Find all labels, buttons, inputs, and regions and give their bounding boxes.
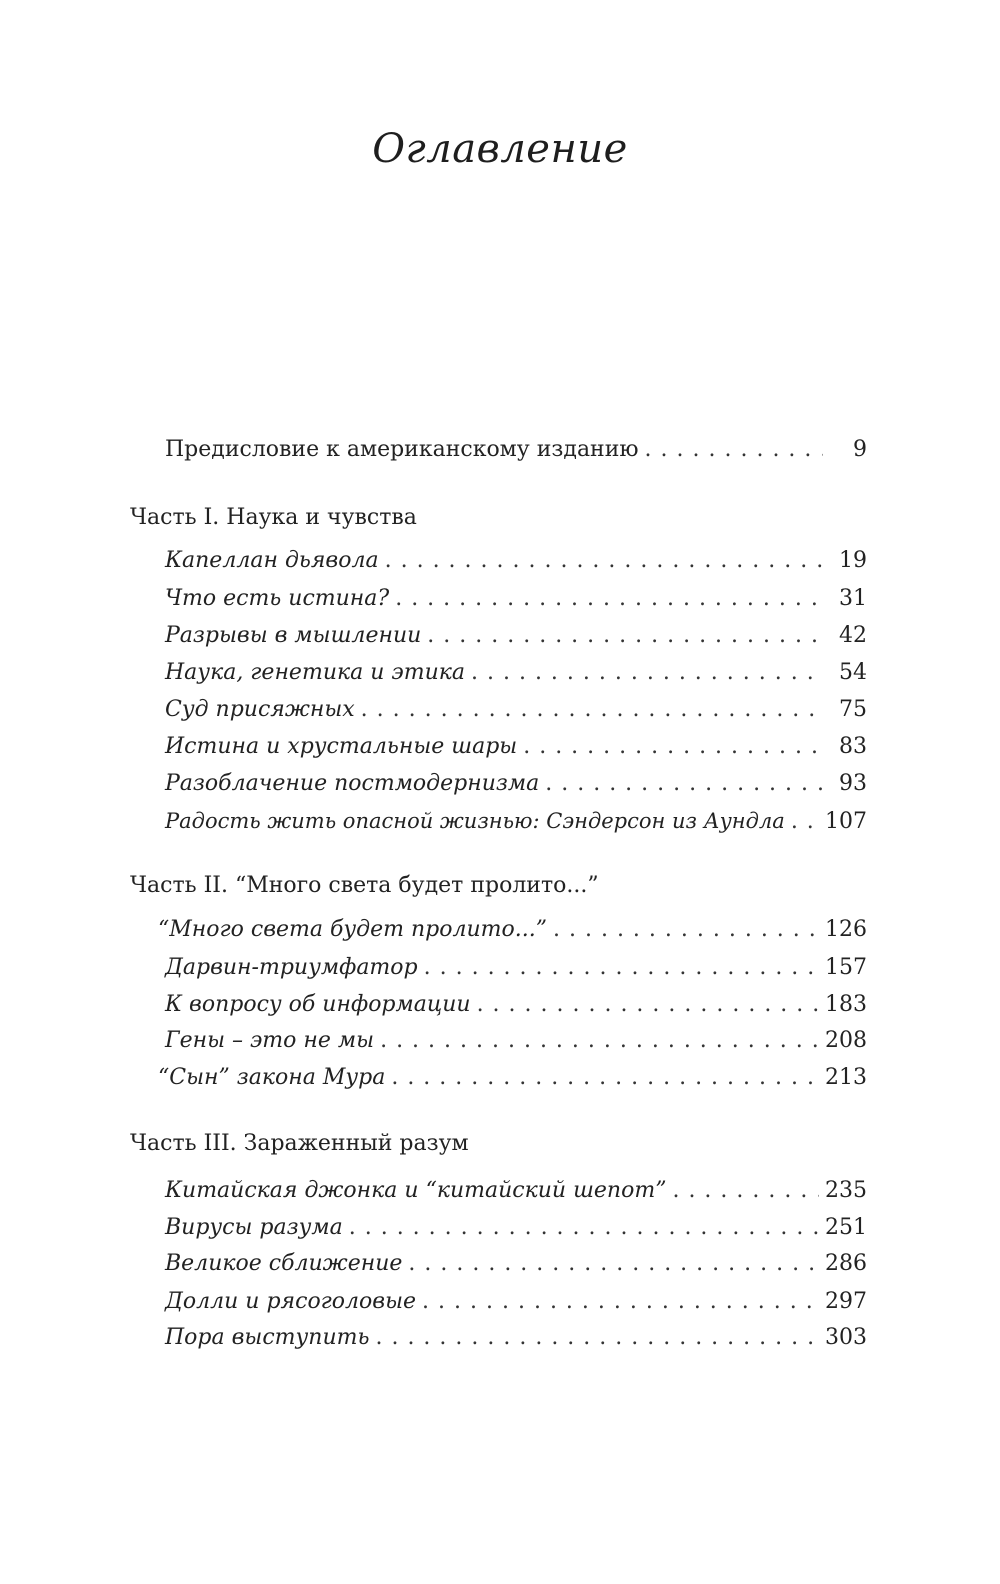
toc-entry-page: 297 <box>825 1289 867 1314</box>
toc-entry[interactable] <box>158 914 867 946</box>
dot-leader <box>545 768 823 800</box>
dot-leader <box>408 1248 819 1280</box>
toc-entry-label: Радость жить опасной жизнью: Сэндерсон из Аундла <box>165 809 785 833</box>
toc-entry-label: Что есть истина? <box>165 586 390 611</box>
toc-entry-page: 251 <box>825 1215 867 1240</box>
toc-entry[interactable] <box>165 1248 867 1280</box>
toc-entry-label: Наука, генетика и этика <box>165 660 465 685</box>
dot-leader <box>427 620 823 652</box>
toc-entry-page: 107 <box>825 809 867 834</box>
toc-entry[interactable] <box>165 1286 867 1318</box>
toc-entry-label: Суд присяжных <box>165 697 355 722</box>
toc-entry[interactable] <box>165 768 867 800</box>
toc-entry-label: “Много света будет пролито...” <box>158 917 547 942</box>
dot-leader <box>477 989 819 1021</box>
toc-entry[interactable] <box>165 731 867 763</box>
toc-entry[interactable] <box>165 694 867 726</box>
dot-leader <box>791 806 819 838</box>
toc-entry-page: 235 <box>825 1178 867 1203</box>
dot-leader <box>391 1062 819 1094</box>
toc-entry[interactable] <box>165 620 867 652</box>
dot-leader <box>361 694 823 726</box>
toc-entry-page: 303 <box>825 1325 867 1350</box>
toc-entry-page: 126 <box>825 917 867 942</box>
toc-entry-page: 157 <box>825 955 867 980</box>
toc-entry-label: К вопросу об информации <box>165 992 471 1017</box>
toc-entry-page: 83 <box>839 734 867 759</box>
dot-leader <box>424 952 819 984</box>
toc-entry-page: 213 <box>825 1065 867 1090</box>
dot-leader <box>553 914 819 946</box>
toc-entry-page: 54 <box>839 660 867 685</box>
dot-leader <box>395 583 823 615</box>
dot-leader <box>380 1025 819 1057</box>
toc-entry[interactable] <box>165 583 867 615</box>
page-title: Оглавление <box>372 126 628 172</box>
toc-entry-label: Гены – это не мы <box>165 1028 375 1053</box>
toc-entry-label: Разоблачение постмодернизма <box>165 771 540 796</box>
toc-entry-label: Вирусы разума <box>165 1215 343 1240</box>
toc-entry[interactable] <box>165 952 867 984</box>
toc-entry[interactable] <box>165 1175 867 1207</box>
dot-leader <box>422 1286 819 1318</box>
toc-entry-page: 31 <box>839 586 867 611</box>
toc-entry[interactable] <box>158 1062 867 1094</box>
toc-entry-label: Китайская джонка и “китайский шепот” <box>165 1178 667 1203</box>
toc-entry-page: 286 <box>825 1251 867 1276</box>
dot-leader <box>645 434 823 466</box>
toc-entry-label: Дарвин-триумфатор <box>165 955 418 980</box>
toc-entry-label: Великое сближение <box>165 1251 403 1276</box>
dot-leader <box>523 731 823 763</box>
toc-entry-label: Истина и хрустальные шары <box>165 734 518 759</box>
toc-entry-page: 208 <box>825 1028 867 1053</box>
dot-leader <box>385 545 823 577</box>
toc-entry-page: 93 <box>839 771 867 796</box>
toc-entry-label: Долли и рясоголовые <box>165 1289 417 1314</box>
toc-entry-page: 19 <box>839 548 867 573</box>
toc-entry[interactable] <box>165 545 867 577</box>
toc-entry-page: 183 <box>825 992 867 1017</box>
toc-entry-label: Предисловие к американскому изданию <box>165 437 639 462</box>
part-heading[interactable]: Часть III. Зараженный разум <box>130 1131 469 1156</box>
dot-leader <box>349 1212 819 1244</box>
toc-entry-label: “Сын” закона Мура <box>158 1065 386 1090</box>
toc-entry[interactable] <box>165 1212 867 1244</box>
dot-leader <box>471 657 823 689</box>
dot-leader <box>672 1175 819 1207</box>
toc-entry[interactable] <box>165 657 867 689</box>
part-heading[interactable]: Часть II. “Много света будет пролито...” <box>130 873 599 898</box>
toc-entry-label: Разрывы в мышлении <box>165 623 422 648</box>
toc-entry[interactable] <box>165 805 867 837</box>
dot-leader <box>375 1322 819 1354</box>
toc-entry-preface[interactable] <box>165 434 867 466</box>
toc-entry[interactable] <box>165 1025 867 1057</box>
toc-entry-label: Капеллан дьявола <box>165 548 379 573</box>
toc-entry[interactable] <box>165 1322 867 1354</box>
toc-entry-page: 42 <box>839 623 867 648</box>
toc-entry-page: 75 <box>839 697 867 722</box>
toc-entry-label: Пора выступить <box>165 1325 370 1350</box>
part-heading[interactable]: Часть I. Наука и чувства <box>130 505 417 530</box>
toc-entry-page: 9 <box>853 437 867 462</box>
toc-entry[interactable] <box>165 989 867 1021</box>
